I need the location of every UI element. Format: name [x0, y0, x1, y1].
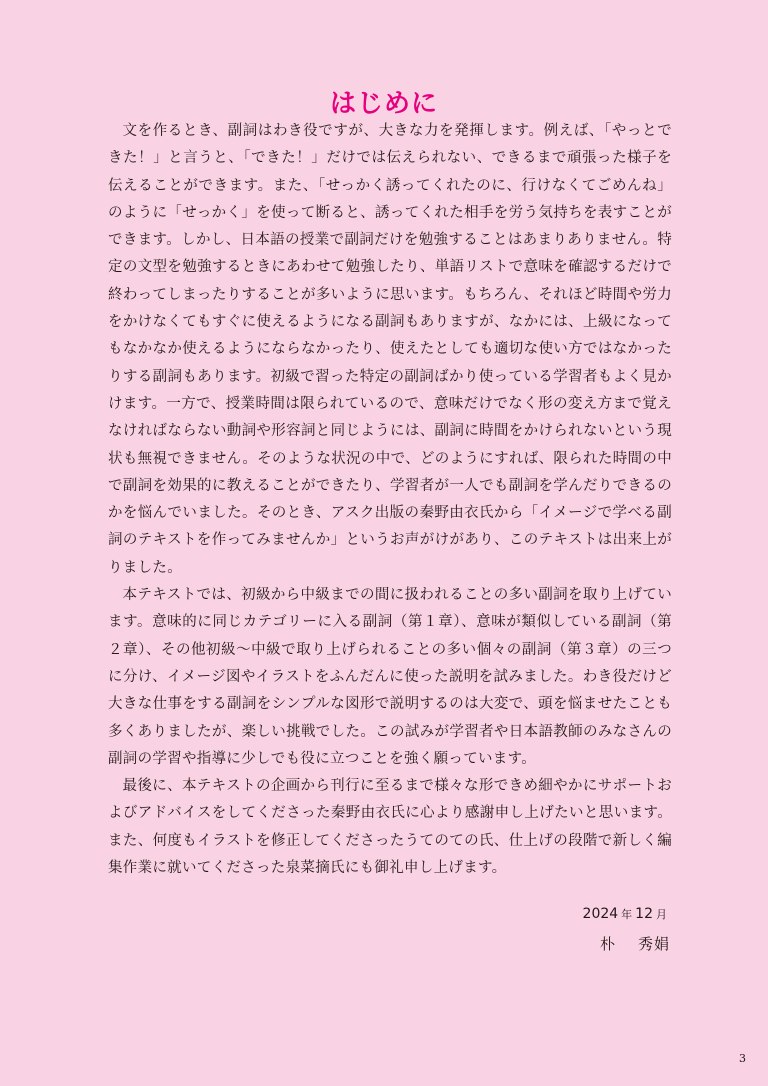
page-number: 3	[739, 1052, 746, 1065]
signature-date	[583, 906, 670, 922]
author-family-name: 朴	[599, 935, 616, 953]
paragraph-1: 文を作るとき、副詞はわき役ですが、大きな力を発揮します。例えば、「やっとできた！」と言うと、「できた！」だけでは伝えられない、できるまで頑張った様子を伝えることができます。また、「せっかく誘ってくれたのに、行けなくてごめんね」のように「せっかく」を使って断ると、誘ってくれた相手を労う気持ちを表すことができます。しかし、日本語の授業で副詞だけを勉強することはあまりありません。特定の文型を勉強するときにあわせて勉強したり、単語リストで意味を確認するだけで終わってしまったりすることが多いように思います。もちろん、それほど時間や労力をかけなくてもすぐに使えるようになる副詞もありますが、なかには、上級になってもなかなか使えるようにならなかったり、使えたとしても適切な使い方ではなかったりする副詞もあります。初級で習った特定の副詞ばかり使っている学習者もよく見かけます。一方で、授業時間は限られているので、意味だけでなく形の変え方まで覚えなければならない動詞や形容詞と同じようには、副詞に時間をかけられないという現状も無視できません。そのような状況の中で、どのようにすれば、限られた時間の中で副詞を効果的に教えることができたり、学習者が一人でも副詞を学んだりできるのかを悩んでいました。そのとき、アスク出版の秦野由衣氏から「イメージで学べる副詞のテキストを作ってみませんか」というお声がけがあり、このテキストは出来上がりました。	[108, 123, 672, 576]
author-name	[600, 933, 670, 954]
date-year-unit: 年	[621, 908, 633, 921]
page-title: はじめに	[329, 89, 438, 120]
author-given-name: 秀娟	[637, 935, 670, 953]
body-text	[108, 118, 672, 882]
paragraph-3: 最後に、本テキストの企画から刊行に至るまで様々な形できめ細やかにサポートおよびアドバイスをしてくださった秦野由衣氏に心より感謝申し上げたいと思います。また、何度もイラストを修正してくださったうてのての氏、仕上げの段階で新しく編集作業に就いてくださった泉菜摘氏にも御礼申し上げます。	[108, 778, 672, 877]
date-month: 12	[635, 906, 653, 922]
date-month-unit: 月	[656, 908, 667, 921]
paragraph-2: 本テキストでは、初級から中級までの間に扱われることの多い副詞を取り上げています。意味的に同じカテゴリーに入る副詞（第１章）、意味が類似している副詞（第２章）、その他初級～中級で取り上げられることの多い個々の副詞（第３章）の三つに分け、イメージ図やイラストをふんだんに使った説明を試みました。わき役だけど大きな仕事をする副詞をシンプルな図形で説明するのは大変で、頭を悩ませたことも多くありましたが、楽しい挑戦でした。この試みが学習者や日本語教師のみなさんの副詞の学習や指導に少しでも役に立つことを強く願っています。	[108, 587, 672, 767]
date-year: 2024	[582, 906, 619, 922]
